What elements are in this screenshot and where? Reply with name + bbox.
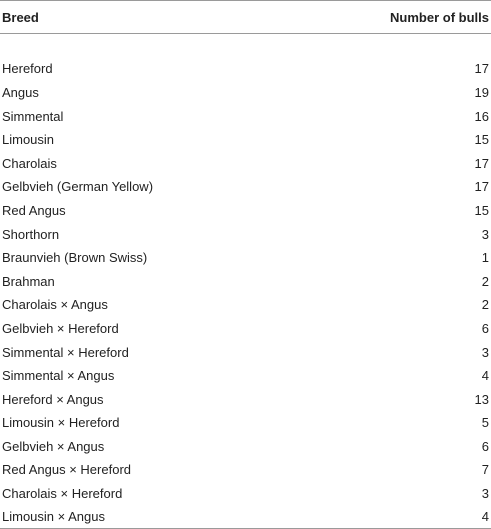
table-row [0, 340, 491, 364]
count-cell: 3 [481, 344, 489, 360]
breed-cell: Charolais × Angus [2, 297, 108, 313]
count-cell: 2 [481, 273, 489, 289]
breed-cell: Simmental × Hereford [2, 344, 129, 360]
table-row [0, 364, 491, 388]
count-cell: 6 [481, 438, 489, 454]
table-row [0, 151, 491, 175]
breed-cell: Red Angus [2, 202, 66, 218]
count-cell: 4 [481, 368, 489, 384]
breed-cell: Red Angus × Hereford [2, 462, 131, 478]
header-breed: Breed [0, 1, 300, 34]
table-spacer [0, 34, 491, 58]
table-row [0, 81, 491, 105]
breed-cell: Charolais × Hereford [2, 486, 123, 502]
breed-cell: Gelbvieh × Angus [2, 438, 105, 454]
breed-cell: Simmental [2, 108, 64, 124]
table-row [0, 458, 491, 482]
table-row [0, 387, 491, 411]
count-cell: 13 [474, 391, 489, 407]
table-header [0, 1, 491, 34]
table-row [0, 57, 491, 81]
count-cell: 17 [474, 155, 489, 171]
table-row [0, 222, 491, 246]
table-row [0, 269, 491, 293]
breed-cell: Limousin × Angus [0, 505, 300, 529]
count-cell: 17 [474, 179, 489, 195]
table-row [0, 482, 491, 506]
count-cell: 15 [474, 132, 489, 148]
table-row [0, 104, 491, 128]
breed-cell: Charolais [2, 155, 57, 171]
count-cell: 19 [474, 84, 489, 100]
table-body [0, 34, 491, 529]
count-cell: 4 [300, 505, 491, 529]
count-cell: 16 [474, 108, 489, 124]
table-row [0, 505, 491, 529]
table-row [0, 175, 491, 199]
count-cell: 3 [481, 226, 489, 242]
table-row [0, 199, 491, 223]
count-cell: 6 [481, 320, 489, 336]
table-row [0, 317, 491, 341]
table-row [0, 435, 491, 459]
breed-cell: Simmental × Angus [2, 368, 115, 384]
breed-cell: Brahman [2, 273, 55, 289]
header-row [0, 1, 491, 34]
count-cell: 7 [481, 462, 489, 478]
breed-cell: Hereford × Angus [2, 391, 104, 407]
breed-cell: Angus [2, 84, 39, 100]
table-row [0, 293, 491, 317]
table-row [0, 128, 491, 152]
breed-cell: Limousin [2, 132, 55, 148]
breed-cell: Shorthorn [2, 226, 60, 242]
count-cell: 2 [481, 297, 489, 313]
table-row [0, 411, 491, 435]
count-cell: 15 [474, 202, 489, 218]
count-cell: 3 [481, 486, 489, 502]
count-cell: 1 [481, 250, 489, 266]
breed-cell: Braunvieh (Brown Swiss) [2, 250, 148, 266]
table-row [0, 246, 491, 270]
breed-cell: Gelbvieh × Hereford [2, 320, 119, 336]
count-cell: 5 [481, 415, 489, 431]
breed-cell: Limousin × Hereford [2, 415, 120, 431]
count-cell: 17 [474, 61, 489, 77]
breed-cell: Gelbvieh (German Yellow) [2, 179, 154, 195]
breed-cell: Hereford [2, 61, 53, 77]
header-number-of-bulls: Number of bulls [300, 1, 491, 34]
